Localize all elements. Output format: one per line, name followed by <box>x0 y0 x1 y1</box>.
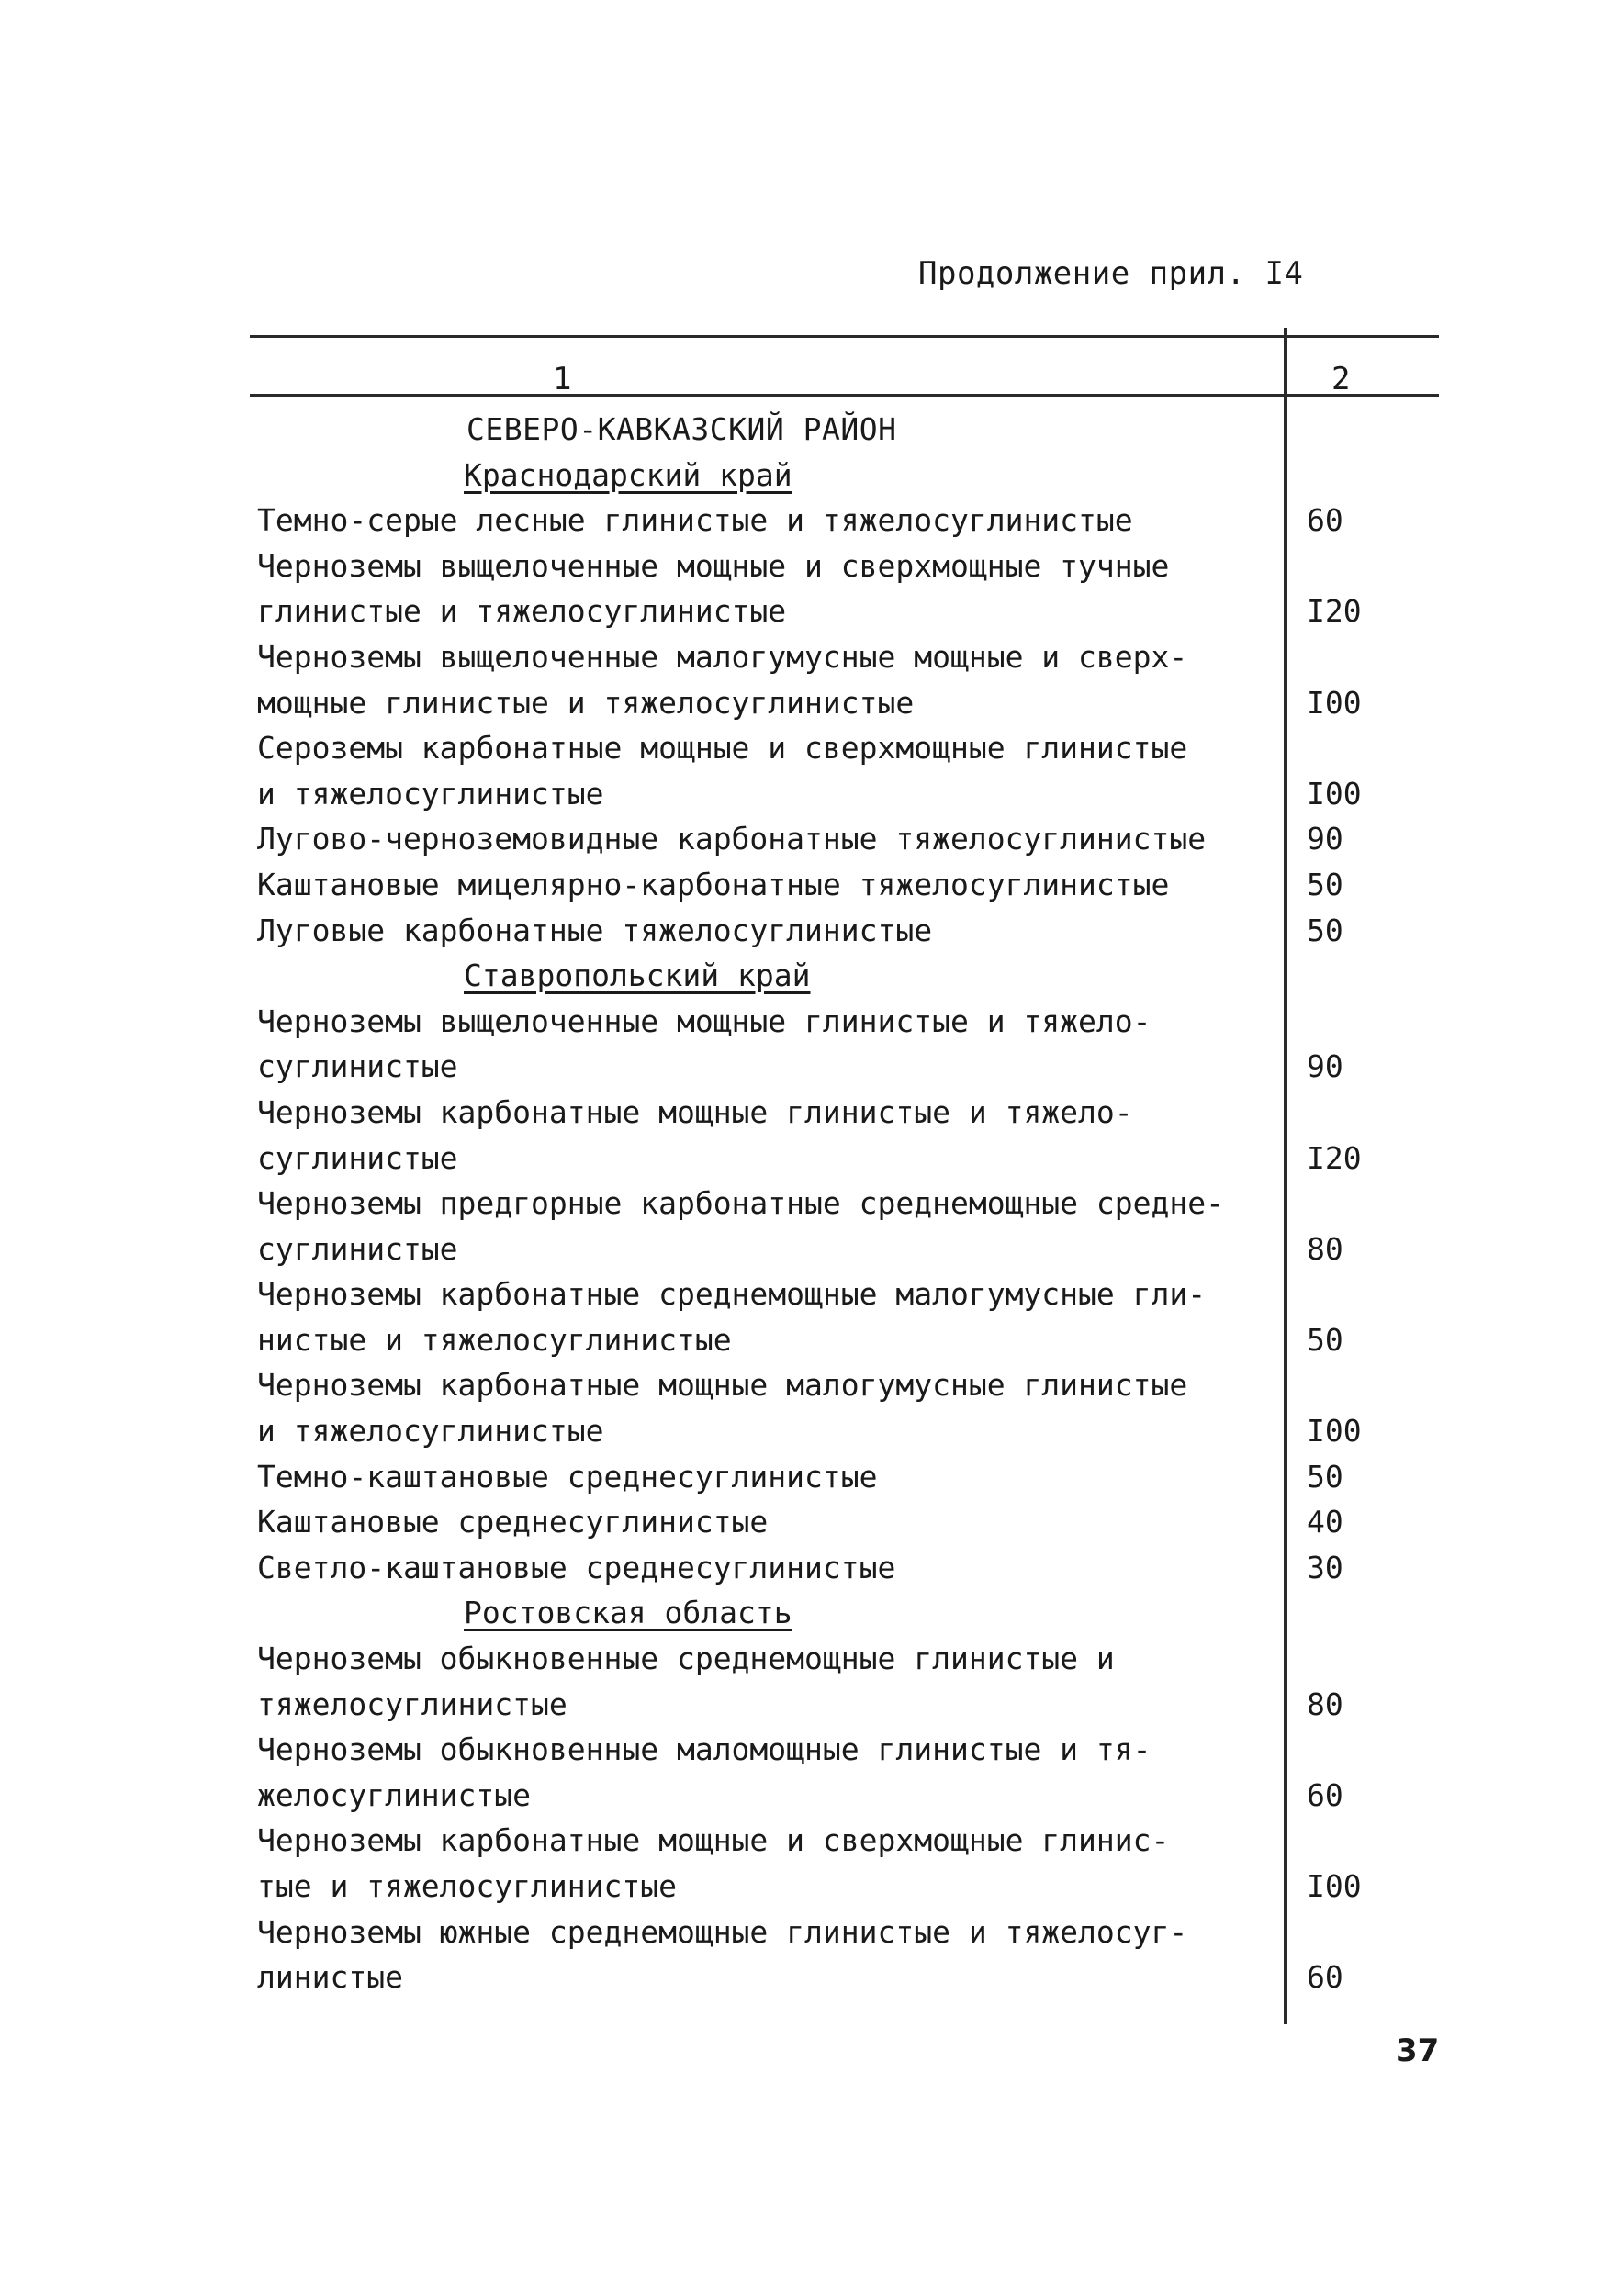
value-cell <box>1287 1773 1439 1819</box>
region-heading: Ростовская область <box>464 1595 792 1631</box>
continuation-header: Продолжение прил. I4 <box>918 255 1304 292</box>
soil-description <box>257 862 1258 908</box>
description-line: Черноземы выщелоченные малогумусные мощные и сверх- <box>257 638 1188 675</box>
value-cell <box>1287 1545 1439 1591</box>
description-line: и тяжелосуглинистые <box>257 775 604 812</box>
description-line: и тяжелосуглинистые <box>257 1413 604 1450</box>
table-row <box>257 1362 1439 1453</box>
value-text: 90 <box>1307 821 1343 857</box>
description-line: Каштановые мицелярно-карбонатные тяжелосуглинистые <box>257 866 1170 902</box>
soil-description <box>257 1727 1258 1818</box>
description-line: Темно-серые лесные глинистые и тяжелосуглинистые <box>257 502 1133 539</box>
column-header-2: 2 <box>1331 361 1351 398</box>
table-row <box>257 1454 1439 1500</box>
soil-description <box>257 1545 1258 1591</box>
description-line: Черноземы предгорные карбонатные среднемощные средне- <box>257 1185 1224 1222</box>
district-heading: СЕВЕРО-КАВКАЗСКИЙ РАЙОН <box>466 411 897 447</box>
value-cell <box>1287 680 1439 726</box>
description-line: тяжелосуглинистые <box>257 1686 567 1722</box>
soil-description <box>257 908 1258 954</box>
value-cell <box>1287 1408 1439 1454</box>
table-row <box>257 634 1439 725</box>
soil-description <box>257 498 1258 543</box>
page-number: 37 <box>1396 2033 1440 2069</box>
description-line: Лугово-черноземовидные карбонатные тяжелосуглинистые <box>257 821 1207 857</box>
description-line: Черноземы карбонатные мощные малогумусные глинистые <box>257 1367 1188 1404</box>
soil-description <box>257 1818 1258 1909</box>
value-text: I00 <box>1307 1413 1362 1450</box>
table-row <box>257 1910 1439 2000</box>
description-line: Черноземы выщелоченные мощные и сверхмощные тучные <box>257 547 1170 584</box>
soil-description <box>257 1090 1258 1181</box>
value-cell <box>1287 1317 1439 1363</box>
value-text: 60 <box>1307 502 1343 539</box>
value-cell <box>1287 816 1439 862</box>
value-cell <box>1287 1682 1439 1728</box>
description-line: нистые и тяжелосуглинистые <box>257 1321 732 1358</box>
value-cell <box>1287 588 1439 634</box>
soil-description <box>257 1454 1258 1500</box>
region-heading: Краснодарский край <box>464 456 792 493</box>
table-row <box>257 543 1439 634</box>
soil-description <box>257 543 1258 634</box>
value-text: I00 <box>1307 1868 1362 1904</box>
value-cell <box>1287 771 1439 817</box>
value-cell <box>1287 1226 1439 1272</box>
table-row <box>257 816 1439 862</box>
table-body <box>257 407 1439 2000</box>
value-text: 60 <box>1307 1776 1343 1813</box>
description-line: Каштановые среднесуглинистые <box>257 1504 769 1540</box>
value-text: I20 <box>1307 593 1362 630</box>
description-line: линистые <box>257 1959 403 1996</box>
description-line: Сероземы карбонатные мощные и сверхмощные глинистые <box>257 730 1188 767</box>
soil-description <box>257 634 1258 725</box>
table-row <box>257 1271 1439 1362</box>
value-text: I00 <box>1307 684 1362 721</box>
table-row <box>257 1090 1439 1181</box>
value-text: I00 <box>1307 775 1362 812</box>
description-line: Луговые карбонатные тяжелосуглинистые <box>257 912 933 948</box>
value-text: I20 <box>1307 1139 1362 1176</box>
value-text: 50 <box>1307 866 1343 902</box>
value-text: 90 <box>1307 1048 1343 1085</box>
table-top-rule <box>250 335 1439 338</box>
description-line: глинистые и тяжелосуглинистые <box>257 593 787 630</box>
value-cell <box>1287 1136 1439 1182</box>
soil-description <box>257 999 1258 1090</box>
soil-description <box>257 1362 1258 1453</box>
description-line: мощные глинистые и тяжелосуглинистые <box>257 684 915 721</box>
value-text: 40 <box>1307 1504 1343 1540</box>
soil-description <box>257 1499 1258 1545</box>
value-text: 80 <box>1307 1686 1343 1722</box>
value-cell <box>1287 498 1439 543</box>
column-header-1: 1 <box>553 361 572 398</box>
value-cell <box>1287 1044 1439 1090</box>
value-text: 50 <box>1307 912 1343 948</box>
table-row <box>257 1727 1439 1818</box>
soil-description <box>257 1271 1258 1362</box>
soil-description <box>257 1910 1258 2000</box>
value-cell <box>1287 1454 1439 1500</box>
table-row <box>257 1181 1439 1271</box>
soil-description <box>257 1636 1258 1727</box>
description-line: Темно-каштановые среднесуглинистые <box>257 1458 878 1495</box>
value-text: 80 <box>1307 1230 1343 1267</box>
table-row <box>257 908 1439 954</box>
description-line: Светло-каштановые среднесуглинистые <box>257 1549 896 1585</box>
value-text: 60 <box>1307 1959 1343 1996</box>
description-line: Черноземы карбонатные среднемощные малогумусные гли- <box>257 1276 1207 1313</box>
table-header-rule <box>250 394 1439 397</box>
value-cell <box>1287 1864 1439 1910</box>
table-row <box>257 498 1439 543</box>
table-row <box>257 725 1439 816</box>
description-line: Черноземы обыкновенные маломощные глинистые и тя- <box>257 1731 1152 1768</box>
soil-description <box>257 1181 1258 1271</box>
description-line: желосуглинистые <box>257 1776 532 1813</box>
description-line: Черноземы карбонатные мощные и сверхмощные глинис- <box>257 1822 1170 1859</box>
value-cell <box>1287 1499 1439 1545</box>
table-row <box>257 1545 1439 1591</box>
soil-description <box>257 725 1258 816</box>
soil-description <box>257 816 1258 862</box>
description-line: Черноземы выщелоченные мощные глинистые и тяжело- <box>257 1002 1152 1039</box>
description-line: тые и тяжелосуглинистые <box>257 1868 677 1904</box>
description-line: суглинистые <box>257 1230 458 1267</box>
table-row <box>257 1818 1439 1909</box>
value-text: 50 <box>1307 1458 1343 1495</box>
description-line: суглинистые <box>257 1139 458 1176</box>
value-text: 50 <box>1307 1321 1343 1358</box>
value-cell <box>1287 862 1439 908</box>
description-line: Черноземы обыкновенные среднемощные глинистые и <box>257 1641 1115 1677</box>
value-text: 30 <box>1307 1549 1343 1585</box>
value-cell <box>1287 1954 1439 2000</box>
table-row <box>257 1499 1439 1545</box>
value-cell <box>1287 908 1439 954</box>
description-line: Черноземы карбонатные мощные глинистые и тяжело- <box>257 1093 1133 1130</box>
description-line: Черноземы южные среднемощные глинистые и тяжелосуг- <box>257 1913 1188 1950</box>
table-row <box>257 862 1439 908</box>
table-row <box>257 1636 1439 1727</box>
description-line: суглинистые <box>257 1048 458 1085</box>
table-row <box>257 999 1439 1090</box>
region-heading: Ставропольский край <box>464 958 811 994</box>
